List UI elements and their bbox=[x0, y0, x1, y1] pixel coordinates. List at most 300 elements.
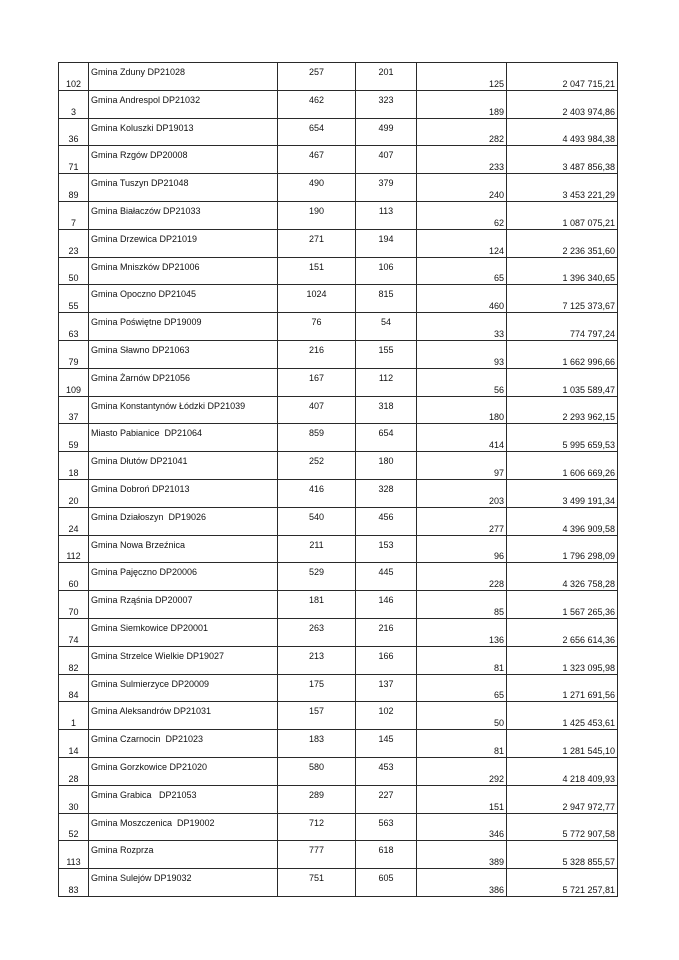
cell-id bbox=[59, 507, 89, 535]
row-id: 37 bbox=[68, 412, 79, 423]
municipality-name: Gmina Moszczenica DP19002 bbox=[91, 817, 215, 828]
cell-amount bbox=[507, 785, 618, 813]
municipality-name: Gmina Andrespol DP21032 bbox=[91, 94, 201, 105]
cell-col-c bbox=[417, 90, 507, 118]
cell-amount bbox=[507, 479, 618, 507]
value-a: 859 bbox=[308, 428, 325, 439]
cell-col-a bbox=[278, 229, 356, 257]
amount-value: 5 328 855,57 bbox=[562, 857, 615, 868]
value-a: 157 bbox=[308, 706, 325, 717]
amount-value: 4 218 409,93 bbox=[562, 773, 615, 784]
value-b: 453 bbox=[378, 761, 394, 772]
municipality-name: Gmina Grabica DP21053 bbox=[91, 789, 197, 800]
cell-name bbox=[89, 424, 278, 452]
row-id: 55 bbox=[68, 301, 79, 312]
value-b: 379 bbox=[378, 178, 394, 189]
amount-value: 5 995 659,53 bbox=[562, 440, 615, 451]
cell-amount bbox=[507, 146, 618, 174]
data-table bbox=[58, 62, 618, 897]
cell-name bbox=[89, 340, 278, 368]
cell-id bbox=[59, 702, 89, 730]
cell-col-a bbox=[278, 563, 356, 591]
amount-value: 2 236 351,60 bbox=[562, 245, 615, 256]
cell-amount bbox=[507, 63, 618, 91]
cell-name bbox=[89, 90, 278, 118]
value-c: 56 bbox=[493, 384, 504, 395]
value-b: 563 bbox=[378, 817, 394, 828]
cell-id bbox=[59, 813, 89, 841]
cell-col-c bbox=[417, 201, 507, 229]
amount-value: 4 396 909,58 bbox=[562, 523, 615, 534]
municipality-name: Gmina Aleksandrów DP21031 bbox=[91, 706, 212, 717]
cell-amount bbox=[507, 118, 618, 146]
cell-id bbox=[59, 313, 89, 341]
cell-col-c bbox=[417, 785, 507, 813]
cell-col-b bbox=[356, 285, 417, 313]
municipality-name: Gmina Tuszyn DP21048 bbox=[91, 178, 189, 189]
value-c: 389 bbox=[488, 857, 504, 868]
table-row bbox=[59, 591, 618, 619]
cell-col-b bbox=[356, 591, 417, 619]
value-b: 146 bbox=[378, 595, 394, 606]
cell-id bbox=[59, 424, 89, 452]
cell-col-a bbox=[278, 785, 356, 813]
cell-name bbox=[89, 146, 278, 174]
cell-amount bbox=[507, 229, 618, 257]
value-c: 50 bbox=[493, 718, 504, 729]
value-c: 97 bbox=[493, 467, 504, 478]
cell-name bbox=[89, 257, 278, 285]
table-row bbox=[59, 368, 618, 396]
cell-amount bbox=[507, 257, 618, 285]
cell-col-a bbox=[278, 813, 356, 841]
cell-col-b bbox=[356, 757, 417, 785]
cell-amount bbox=[507, 313, 618, 341]
value-c: 228 bbox=[488, 579, 504, 590]
table-row bbox=[59, 424, 618, 452]
municipality-name: Gmina Czarnocin DP21023 bbox=[91, 734, 204, 745]
cell-id bbox=[59, 340, 89, 368]
value-b: 815 bbox=[378, 289, 394, 300]
municipality-name: Gmina Sulmierzyce DP20009 bbox=[91, 678, 210, 689]
value-b: 499 bbox=[378, 122, 394, 133]
municipality-name: Gmina Rzgów DP20008 bbox=[91, 150, 188, 161]
value-b: 166 bbox=[378, 650, 394, 661]
value-a: 252 bbox=[308, 456, 325, 467]
value-a: 216 bbox=[308, 344, 325, 355]
row-id: 18 bbox=[68, 467, 79, 478]
cell-col-c bbox=[417, 257, 507, 285]
row-id: 23 bbox=[68, 245, 79, 256]
value-b: 194 bbox=[378, 233, 394, 244]
municipality-name: Gmina Żarnów DP21056 bbox=[91, 372, 191, 383]
cell-col-c bbox=[417, 618, 507, 646]
amount-value: 2 656 614,36 bbox=[562, 634, 615, 645]
cell-col-c bbox=[417, 396, 507, 424]
cell-id bbox=[59, 118, 89, 146]
cell-col-b bbox=[356, 396, 417, 424]
cell-id bbox=[59, 285, 89, 313]
value-b: 54 bbox=[380, 317, 391, 328]
cell-col-c bbox=[417, 146, 507, 174]
value-a: 654 bbox=[308, 122, 325, 133]
value-b: 445 bbox=[378, 567, 394, 578]
cell-col-c bbox=[417, 702, 507, 730]
cell-id bbox=[59, 674, 89, 702]
cell-col-b bbox=[356, 313, 417, 341]
cell-col-c bbox=[417, 674, 507, 702]
row-id: 82 bbox=[68, 662, 79, 673]
table-row bbox=[59, 313, 618, 341]
row-id: 60 bbox=[68, 579, 79, 590]
value-c: 151 bbox=[488, 801, 504, 812]
value-a: 213 bbox=[308, 650, 325, 661]
cell-amount bbox=[507, 174, 618, 202]
amount-value: 1 662 996,66 bbox=[562, 356, 615, 367]
cell-id bbox=[59, 146, 89, 174]
cell-col-b bbox=[356, 730, 417, 758]
amount-value: 1 425 453,61 bbox=[562, 718, 615, 729]
table-row bbox=[59, 646, 618, 674]
table-row bbox=[59, 340, 618, 368]
municipality-name: Gmina Dobroń DP21013 bbox=[91, 483, 190, 494]
cell-amount bbox=[507, 535, 618, 563]
table-row bbox=[59, 841, 618, 869]
value-c: 136 bbox=[488, 634, 504, 645]
cell-col-a bbox=[278, 313, 356, 341]
amount-value: 2 047 715,21 bbox=[562, 78, 615, 89]
cell-name bbox=[89, 479, 278, 507]
value-a: 151 bbox=[308, 261, 325, 272]
cell-col-b bbox=[356, 535, 417, 563]
cell-amount bbox=[507, 201, 618, 229]
value-a: 540 bbox=[308, 511, 325, 522]
amount-value: 1 796 298,09 bbox=[562, 551, 615, 562]
cell-col-c bbox=[417, 313, 507, 341]
cell-col-a bbox=[278, 702, 356, 730]
cell-col-b bbox=[356, 618, 417, 646]
cell-col-a bbox=[278, 368, 356, 396]
cell-amount bbox=[507, 424, 618, 452]
cell-id bbox=[59, 229, 89, 257]
cell-name bbox=[89, 313, 278, 341]
cell-name bbox=[89, 201, 278, 229]
value-b: 216 bbox=[378, 622, 394, 633]
value-a: 289 bbox=[308, 789, 325, 800]
cell-col-c bbox=[417, 646, 507, 674]
table-body bbox=[59, 63, 618, 897]
amount-value: 1 087 075,21 bbox=[562, 217, 615, 228]
row-id: 70 bbox=[68, 606, 79, 617]
cell-name bbox=[89, 674, 278, 702]
cell-col-c bbox=[417, 229, 507, 257]
value-a: 271 bbox=[308, 233, 325, 244]
cell-id bbox=[59, 452, 89, 480]
cell-col-a bbox=[278, 396, 356, 424]
table-row bbox=[59, 229, 618, 257]
cell-id bbox=[59, 869, 89, 897]
cell-id bbox=[59, 646, 89, 674]
amount-value: 4 326 758,28 bbox=[562, 579, 615, 590]
cell-col-b bbox=[356, 507, 417, 535]
value-b: 112 bbox=[378, 372, 394, 383]
cell-col-b bbox=[356, 841, 417, 869]
value-a: 167 bbox=[308, 372, 325, 383]
cell-amount bbox=[507, 563, 618, 591]
cell-col-b bbox=[356, 674, 417, 702]
value-b: 456 bbox=[378, 511, 394, 522]
value-c: 65 bbox=[493, 690, 504, 701]
cell-id bbox=[59, 841, 89, 869]
municipality-name: Gmina Pajęczno DP20006 bbox=[91, 567, 198, 578]
amount-value: 2 403 974,86 bbox=[562, 106, 615, 117]
cell-amount bbox=[507, 841, 618, 869]
amount-value: 3 453 221,29 bbox=[562, 189, 615, 200]
value-c: 189 bbox=[488, 106, 504, 117]
cell-col-b bbox=[356, 479, 417, 507]
cell-amount bbox=[507, 730, 618, 758]
value-c: 414 bbox=[488, 440, 504, 451]
cell-col-c bbox=[417, 340, 507, 368]
row-id: 3 bbox=[70, 106, 76, 117]
municipality-name: Gmina Rozprza bbox=[91, 845, 154, 856]
cell-name bbox=[89, 757, 278, 785]
value-c: 460 bbox=[488, 301, 504, 312]
amount-value: 1 271 691,56 bbox=[562, 690, 615, 701]
cell-col-a bbox=[278, 730, 356, 758]
row-id: 79 bbox=[68, 356, 79, 367]
cell-col-b bbox=[356, 118, 417, 146]
cell-col-a bbox=[278, 257, 356, 285]
value-a: 712 bbox=[308, 817, 325, 828]
cell-col-a bbox=[278, 757, 356, 785]
cell-amount bbox=[507, 340, 618, 368]
value-c: 81 bbox=[493, 662, 504, 673]
value-b: 605 bbox=[378, 873, 394, 884]
cell-id bbox=[59, 785, 89, 813]
value-a: 190 bbox=[308, 205, 325, 216]
cell-col-a bbox=[278, 646, 356, 674]
row-id: 59 bbox=[68, 440, 79, 451]
cell-col-c bbox=[417, 535, 507, 563]
row-id: 24 bbox=[68, 523, 79, 534]
row-id: 52 bbox=[68, 829, 79, 840]
value-a: 1024 bbox=[306, 289, 327, 300]
table-row bbox=[59, 702, 618, 730]
value-b: 227 bbox=[378, 789, 394, 800]
cell-name bbox=[89, 63, 278, 91]
cell-col-a bbox=[278, 63, 356, 91]
table-row bbox=[59, 90, 618, 118]
cell-amount bbox=[507, 396, 618, 424]
cell-amount bbox=[507, 869, 618, 897]
cell-id bbox=[59, 618, 89, 646]
value-a: 777 bbox=[308, 845, 325, 856]
cell-col-c bbox=[417, 479, 507, 507]
value-a: 416 bbox=[308, 483, 325, 494]
cell-name bbox=[89, 702, 278, 730]
value-c: 125 bbox=[488, 78, 504, 89]
cell-col-b bbox=[356, 174, 417, 202]
cell-col-b bbox=[356, 63, 417, 91]
cell-amount bbox=[507, 285, 618, 313]
value-b: 618 bbox=[378, 845, 394, 856]
cell-col-c bbox=[417, 563, 507, 591]
cell-name bbox=[89, 452, 278, 480]
table-row bbox=[59, 174, 618, 202]
municipality-name: Gmina Białaczów DP21033 bbox=[91, 205, 201, 216]
cell-col-a bbox=[278, 146, 356, 174]
cell-id bbox=[59, 257, 89, 285]
value-c: 180 bbox=[488, 412, 504, 423]
cell-col-a bbox=[278, 90, 356, 118]
table-row bbox=[59, 479, 618, 507]
cell-name bbox=[89, 869, 278, 897]
value-c: 81 bbox=[493, 745, 504, 756]
cell-col-b bbox=[356, 368, 417, 396]
municipality-name: Gmina Opoczno DP21045 bbox=[91, 289, 197, 300]
cell-col-a bbox=[278, 591, 356, 619]
municipality-name: Gmina Rząśnia DP20007 bbox=[91, 595, 193, 606]
value-c: 96 bbox=[493, 551, 504, 562]
cell-name bbox=[89, 285, 278, 313]
cell-col-a bbox=[278, 507, 356, 535]
cell-name bbox=[89, 730, 278, 758]
cell-col-b bbox=[356, 702, 417, 730]
table-row bbox=[59, 869, 618, 897]
amount-value: 1 567 265,36 bbox=[562, 606, 615, 617]
cell-name bbox=[89, 813, 278, 841]
cell-name bbox=[89, 396, 278, 424]
value-a: 580 bbox=[308, 761, 325, 772]
value-b: 654 bbox=[378, 428, 394, 439]
table-row bbox=[59, 674, 618, 702]
amount-value: 1 035 589,47 bbox=[562, 384, 615, 395]
cell-col-b bbox=[356, 201, 417, 229]
value-b: 102 bbox=[378, 706, 394, 717]
value-a: 211 bbox=[309, 539, 324, 550]
value-c: 124 bbox=[488, 245, 504, 256]
table-row bbox=[59, 563, 618, 591]
table-row bbox=[59, 452, 618, 480]
cell-name bbox=[89, 368, 278, 396]
value-b: 180 bbox=[378, 456, 394, 467]
amount-value: 1 323 095,98 bbox=[562, 662, 615, 673]
municipality-name: Miasto Pabianice DP21064 bbox=[91, 428, 203, 439]
cell-amount bbox=[507, 591, 618, 619]
cell-amount bbox=[507, 368, 618, 396]
cell-amount bbox=[507, 507, 618, 535]
municipality-name: Gmina Gorzkowice DP21020 bbox=[91, 761, 208, 772]
row-id: 1 bbox=[70, 718, 76, 729]
value-a: 529 bbox=[308, 567, 325, 578]
row-id: 20 bbox=[68, 495, 79, 506]
cell-id bbox=[59, 90, 89, 118]
amount-value: 774 797,24 bbox=[569, 328, 615, 339]
cell-amount bbox=[507, 452, 618, 480]
value-c: 203 bbox=[488, 495, 504, 506]
cell-id bbox=[59, 174, 89, 202]
cell-name bbox=[89, 785, 278, 813]
cell-col-a bbox=[278, 869, 356, 897]
cell-name bbox=[89, 174, 278, 202]
cell-col-a bbox=[278, 118, 356, 146]
cell-col-c bbox=[417, 841, 507, 869]
row-id: 84 bbox=[68, 690, 79, 701]
municipality-name: Gmina Nowa Brzeźnica bbox=[91, 539, 186, 550]
table-row bbox=[59, 396, 618, 424]
cell-amount bbox=[507, 90, 618, 118]
amount-value: 2 947 972,77 bbox=[562, 801, 615, 812]
value-b: 113 bbox=[378, 205, 394, 216]
value-a: 490 bbox=[308, 178, 325, 189]
cell-name bbox=[89, 841, 278, 869]
table-row bbox=[59, 146, 618, 174]
cell-col-b bbox=[356, 340, 417, 368]
cell-col-c bbox=[417, 813, 507, 841]
cell-id bbox=[59, 396, 89, 424]
table-row bbox=[59, 730, 618, 758]
cell-col-c bbox=[417, 591, 507, 619]
value-c: 65 bbox=[493, 273, 504, 284]
cell-col-a bbox=[278, 424, 356, 452]
municipality-name: Gmina Strzelce Wielkie DP19027 bbox=[91, 650, 225, 661]
table-row bbox=[59, 201, 618, 229]
cell-col-a bbox=[278, 174, 356, 202]
cell-col-a bbox=[278, 452, 356, 480]
municipality-name: Gmina Sławno DP21063 bbox=[91, 344, 190, 355]
cell-col-c bbox=[417, 869, 507, 897]
row-id: 71 bbox=[68, 162, 79, 173]
table-row bbox=[59, 535, 618, 563]
cell-col-a bbox=[278, 201, 356, 229]
value-c: 282 bbox=[488, 134, 504, 145]
municipality-name: Gmina Mniszków DP21006 bbox=[91, 261, 200, 272]
value-c: 33 bbox=[493, 328, 504, 339]
table-row bbox=[59, 785, 618, 813]
cell-col-c bbox=[417, 757, 507, 785]
row-id: 63 bbox=[68, 328, 79, 339]
table-row bbox=[59, 507, 618, 535]
value-c: 386 bbox=[488, 884, 504, 895]
cell-col-b bbox=[356, 146, 417, 174]
value-a: 407 bbox=[308, 400, 325, 411]
row-id: 113 bbox=[66, 857, 81, 868]
row-id: 14 bbox=[68, 745, 79, 756]
value-c: 346 bbox=[488, 829, 504, 840]
cell-amount bbox=[507, 813, 618, 841]
cell-id bbox=[59, 479, 89, 507]
cell-col-a bbox=[278, 618, 356, 646]
cell-col-b bbox=[356, 813, 417, 841]
amount-value: 7 125 373,67 bbox=[562, 301, 615, 312]
value-a: 76 bbox=[311, 317, 322, 328]
cell-col-b bbox=[356, 90, 417, 118]
cell-col-a bbox=[278, 841, 356, 869]
row-id: 74 bbox=[68, 634, 79, 645]
table-row bbox=[59, 618, 618, 646]
value-a: 183 bbox=[308, 734, 325, 745]
cell-amount bbox=[507, 646, 618, 674]
cell-col-b bbox=[356, 563, 417, 591]
cell-col-a bbox=[278, 340, 356, 368]
amount-value: 1 281 545,10 bbox=[562, 745, 615, 756]
cell-col-a bbox=[278, 674, 356, 702]
municipality-name: Gmina Działoszyn DP19026 bbox=[91, 511, 207, 522]
cell-col-a bbox=[278, 285, 356, 313]
cell-col-c bbox=[417, 63, 507, 91]
cell-name bbox=[89, 563, 278, 591]
